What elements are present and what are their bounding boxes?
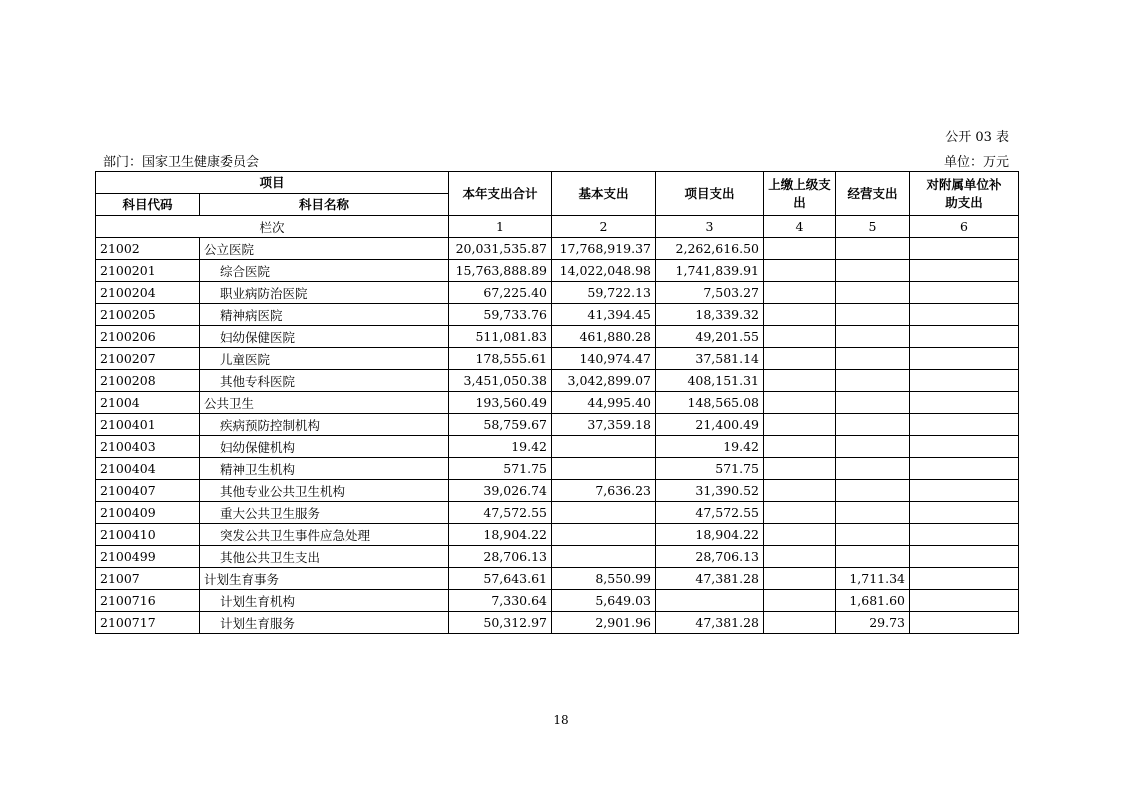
row-project: 37,581.14: [656, 348, 764, 370]
row-remit: [764, 524, 836, 546]
row-project: 2,262,616.50: [656, 238, 764, 260]
row-project: [656, 590, 764, 612]
table-row: [96, 304, 1019, 326]
header-row: [96, 172, 1019, 194]
row-basic: 7,636.23: [552, 480, 656, 502]
row-code: 2100206: [96, 326, 200, 348]
row-remit: [764, 568, 836, 590]
row-remit: [764, 480, 836, 502]
ordinal-cell: 4: [764, 216, 836, 238]
row-name: 突发公共卫生事件应急处理: [200, 524, 449, 546]
table-body: [96, 238, 1019, 634]
row-code: 2100207: [96, 348, 200, 370]
ordinal-cell: 6: [910, 216, 1019, 238]
row-name: 儿童医院: [200, 348, 449, 370]
row-total: 571.75: [449, 458, 552, 480]
row-code: 2100201: [96, 260, 200, 282]
row-basic: 5,649.03: [552, 590, 656, 612]
row-project: 47,381.28: [656, 612, 764, 634]
row-name: 妇幼保健机构: [200, 436, 449, 458]
row-project: 47,381.28: [656, 568, 764, 590]
header-remit: 上缴上级支出: [764, 172, 836, 216]
row-name: 公立医院: [200, 238, 449, 260]
row-operating: [836, 414, 910, 436]
row-subsidy: [910, 502, 1019, 524]
table-row: [96, 568, 1019, 590]
row-total: 47,572.55: [449, 502, 552, 524]
header-code: 科目代码: [96, 194, 200, 216]
header-operating: 经营支出: [836, 172, 910, 216]
row-basic: [552, 436, 656, 458]
row-basic: 8,550.99: [552, 568, 656, 590]
table-row: [96, 326, 1019, 348]
row-basic: [552, 502, 656, 524]
ordinal-label: 栏次: [96, 216, 449, 238]
row-remit: [764, 326, 836, 348]
row-total: 28,706.13: [449, 546, 552, 568]
row-name: 计划生育事务: [200, 568, 449, 590]
row-operating: [836, 326, 910, 348]
row-remit: [764, 612, 836, 634]
row-basic: 17,768,919.37: [552, 238, 656, 260]
row-basic: 140,974.47: [552, 348, 656, 370]
row-name: 精神卫生机构: [200, 458, 449, 480]
table-row: [96, 260, 1019, 282]
table-row: [96, 370, 1019, 392]
header-subsidy: 对附属单位补助支出: [910, 172, 1019, 216]
table-row: [96, 524, 1019, 546]
row-code: 2100409: [96, 502, 200, 524]
row-subsidy: [910, 524, 1019, 546]
row-operating: 1,681.60: [836, 590, 910, 612]
row-subsidy: [910, 458, 1019, 480]
table-row: [96, 414, 1019, 436]
table-row: [96, 282, 1019, 304]
row-code: 2100404: [96, 458, 200, 480]
row-basic: 2,901.96: [552, 612, 656, 634]
row-basic: [552, 458, 656, 480]
row-remit: [764, 590, 836, 612]
row-operating: [836, 304, 910, 326]
row-remit: [764, 348, 836, 370]
row-code: 2100204: [96, 282, 200, 304]
row-project: 47,572.55: [656, 502, 764, 524]
row-project: 28,706.13: [656, 546, 764, 568]
row-subsidy: [910, 414, 1019, 436]
table-row: [96, 590, 1019, 612]
row-basic: 461,880.28: [552, 326, 656, 348]
row-total: 178,555.61: [449, 348, 552, 370]
row-basic: 37,359.18: [552, 414, 656, 436]
row-name: 重大公共卫生服务: [200, 502, 449, 524]
row-remit: [764, 546, 836, 568]
table-row: [96, 458, 1019, 480]
row-code: 2100499: [96, 546, 200, 568]
ordinal-row: [96, 216, 1019, 238]
row-total: 19.42: [449, 436, 552, 458]
row-remit: [764, 260, 836, 282]
row-code: 2100403: [96, 436, 200, 458]
row-project: 21,400.49: [656, 414, 764, 436]
row-basic: 41,394.45: [552, 304, 656, 326]
row-total: 59,733.76: [449, 304, 552, 326]
row-name: 综合医院: [200, 260, 449, 282]
row-remit: [764, 304, 836, 326]
row-project: 19.42: [656, 436, 764, 458]
row-name: 计划生育机构: [200, 590, 449, 612]
row-total: 15,763,888.89: [449, 260, 552, 282]
header-item: 项目: [96, 172, 449, 194]
row-total: 57,643.61: [449, 568, 552, 590]
row-basic: 44,995.40: [552, 392, 656, 414]
row-remit: [764, 282, 836, 304]
row-basic: [552, 546, 656, 568]
row-remit: [764, 502, 836, 524]
row-name: 公共卫生: [200, 392, 449, 414]
row-subsidy: [910, 590, 1019, 612]
row-project: 31,390.52: [656, 480, 764, 502]
header-basic: 基本支出: [552, 172, 656, 216]
row-subsidy: [910, 612, 1019, 634]
row-subsidy: [910, 546, 1019, 568]
table-row: [96, 546, 1019, 568]
row-subsidy: [910, 282, 1019, 304]
table-row: [96, 392, 1019, 414]
row-project: 7,503.27: [656, 282, 764, 304]
row-total: 3,451,050.38: [449, 370, 552, 392]
ordinal-cell: 3: [656, 216, 764, 238]
page-number: 18: [553, 713, 569, 727]
row-total: 50,312.97: [449, 612, 552, 634]
row-operating: [836, 282, 910, 304]
row-name: 妇幼保健医院: [200, 326, 449, 348]
row-total: 193,560.49: [449, 392, 552, 414]
row-basic: 3,042,899.07: [552, 370, 656, 392]
row-total: 18,904.22: [449, 524, 552, 546]
unit-label: 单位：万元: [943, 155, 1009, 170]
ordinal-cell: 5: [836, 216, 910, 238]
row-operating: [836, 238, 910, 260]
row-code: 2100205: [96, 304, 200, 326]
row-operating: [836, 546, 910, 568]
row-total: 20,031,535.87: [449, 238, 552, 260]
header-project: 项目支出: [656, 172, 764, 216]
row-subsidy: [910, 480, 1019, 502]
row-code: 2100208: [96, 370, 200, 392]
row-operating: [836, 436, 910, 458]
row-remit: [764, 392, 836, 414]
row-code: 21002: [96, 238, 200, 260]
header-total: 本年支出合计: [449, 172, 552, 216]
row-basic: 59,722.13: [552, 282, 656, 304]
row-basic: [552, 524, 656, 546]
row-project: 408,151.31: [656, 370, 764, 392]
table-row: [96, 480, 1019, 502]
row-name: 其他专业公共卫生机构: [200, 480, 449, 502]
row-operating: [836, 502, 910, 524]
row-project: 148,565.08: [656, 392, 764, 414]
row-project: 18,339.32: [656, 304, 764, 326]
row-code: 2100407: [96, 480, 200, 502]
row-name: 其他专科医院: [200, 370, 449, 392]
row-code: 2100410: [96, 524, 200, 546]
department-label: 部门：国家卫生健康委员会: [103, 155, 260, 170]
row-subsidy: [910, 326, 1019, 348]
row-subsidy: [910, 436, 1019, 458]
row-code: 21007: [96, 568, 200, 590]
row-name: 精神病医院: [200, 304, 449, 326]
row-operating: [836, 458, 910, 480]
row-remit: [764, 238, 836, 260]
form-number: 公开 03 表: [945, 130, 1009, 145]
table-row: [96, 348, 1019, 370]
row-total: 7,330.64: [449, 590, 552, 612]
table-row: [96, 238, 1019, 260]
row-subsidy: [910, 260, 1019, 282]
row-name: 疾病预防控制机构: [200, 414, 449, 436]
row-operating: 1,711.34: [836, 568, 910, 590]
row-operating: [836, 260, 910, 282]
row-total: 39,026.74: [449, 480, 552, 502]
row-name: 其他公共卫生支出: [200, 546, 449, 568]
row-name: 计划生育服务: [200, 612, 449, 634]
row-project: 49,201.55: [656, 326, 764, 348]
expenditure-table: [95, 171, 1019, 634]
row-subsidy: [910, 568, 1019, 590]
row-code: 2100717: [96, 612, 200, 634]
row-operating: [836, 480, 910, 502]
row-code: 21004: [96, 392, 200, 414]
row-operating: [836, 370, 910, 392]
row-total: 67,225.40: [449, 282, 552, 304]
row-basic: 14,022,048.98: [552, 260, 656, 282]
row-remit: [764, 370, 836, 392]
row-subsidy: [910, 238, 1019, 260]
row-project: 1,741,839.91: [656, 260, 764, 282]
row-project: 571.75: [656, 458, 764, 480]
row-operating: 29.73: [836, 612, 910, 634]
row-subsidy: [910, 392, 1019, 414]
header-name: 科目名称: [200, 194, 449, 216]
table-row: [96, 502, 1019, 524]
row-code: 2100401: [96, 414, 200, 436]
row-code: 2100716: [96, 590, 200, 612]
row-name: 职业病防治医院: [200, 282, 449, 304]
row-total: 511,081.83: [449, 326, 552, 348]
row-operating: [836, 392, 910, 414]
row-subsidy: [910, 348, 1019, 370]
ordinal-cell: 1: [449, 216, 552, 238]
row-operating: [836, 524, 910, 546]
ordinal-cell: 2: [552, 216, 656, 238]
row-total: 58,759.67: [449, 414, 552, 436]
row-project: 18,904.22: [656, 524, 764, 546]
row-remit: [764, 436, 836, 458]
table-row: [96, 436, 1019, 458]
table-row: [96, 612, 1019, 634]
row-subsidy: [910, 370, 1019, 392]
row-remit: [764, 414, 836, 436]
row-remit: [764, 458, 836, 480]
row-operating: [836, 348, 910, 370]
row-subsidy: [910, 304, 1019, 326]
